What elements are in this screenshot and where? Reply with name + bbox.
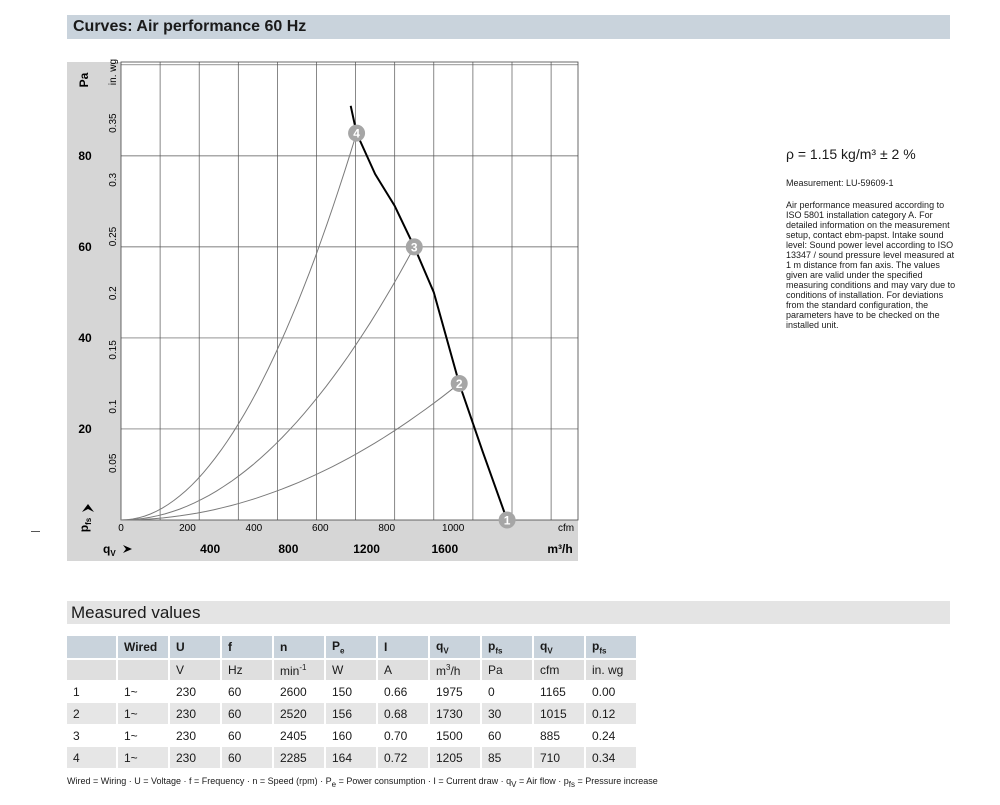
y-tick-label-inwg: 0.15 xyxy=(108,340,119,360)
table-cell: 30 xyxy=(482,702,534,724)
table-cell: 0.66 xyxy=(378,680,430,702)
y-tick-label-inwg: 0.35 xyxy=(108,113,119,133)
unit-cell: V xyxy=(170,658,222,680)
column-header-sub: V xyxy=(443,646,449,656)
table-cell: 60 xyxy=(222,724,274,746)
table-cell: 230 xyxy=(170,680,222,702)
table-cell: 3 xyxy=(67,724,118,746)
x-tick-label-cfm: 0 xyxy=(118,523,124,534)
y-tick-label-inwg: 0.05 xyxy=(108,453,119,474)
column-header-sub: V xyxy=(547,646,553,656)
measurement-id: Measurement: LU-59609-1 xyxy=(786,178,894,188)
table-cell: 85 xyxy=(482,746,534,768)
x-tick-label-m3h: 1600 xyxy=(431,542,459,556)
unit-cell: W xyxy=(326,658,378,680)
operating-point-label: 2 xyxy=(455,376,463,391)
x-tick-label-cfm: 1000 xyxy=(442,523,465,534)
measured-values-table xyxy=(67,636,638,768)
x-axis-unit-primary: m³/h xyxy=(547,542,573,556)
table-cell: 230 xyxy=(170,702,222,724)
legend-sub: e xyxy=(331,779,337,789)
table-cell: 2520 xyxy=(274,702,326,724)
table-cell: 2285 xyxy=(274,746,326,768)
operating-point-label: 1 xyxy=(503,513,511,528)
column-header: Wired xyxy=(118,636,170,658)
table-cell: 1~ xyxy=(118,724,170,746)
x-axis-symbol: $q_V$ xyxy=(103,542,116,558)
column-header-sub: fs xyxy=(495,646,503,656)
table-cell: 60 xyxy=(482,724,534,746)
unit-cell: Pa xyxy=(482,658,534,680)
table-cell: 710 xyxy=(534,746,586,768)
table-cell: 60 xyxy=(222,702,274,724)
legend-part: = Pressure increase xyxy=(575,776,658,786)
y-tick-label-inwg: 0.3 xyxy=(108,172,119,187)
table-cell: 0.00 xyxy=(586,680,638,702)
margin-dash xyxy=(31,531,40,532)
unit-cell: in. wg xyxy=(586,658,638,680)
table-cell: 1975 xyxy=(430,680,482,702)
unit-cell: cfm xyxy=(534,658,586,680)
column-header xyxy=(67,636,118,658)
y-tick-label-pa: 40 xyxy=(78,330,92,345)
x-axis-unit-secondary: cfm xyxy=(557,523,575,534)
y-axis-unit-secondary: in. wg xyxy=(108,58,119,86)
column-header: n xyxy=(274,636,326,658)
legend-part: Wired = Wiring · U = Voltage · f = Frequency · n = Speed (rpm) · P xyxy=(67,776,332,786)
table-row xyxy=(67,702,638,724)
x-tick-label-cfm: 600 xyxy=(311,523,329,534)
table-cell: 0.12 xyxy=(586,702,638,724)
table-cell: 1 xyxy=(67,680,118,702)
table-cell: 1015 xyxy=(534,702,586,724)
unit-sup: 3 xyxy=(446,662,451,672)
y-tick-label-inwg: 0.2 xyxy=(108,286,119,301)
table-cell: 2405 xyxy=(274,724,326,746)
legend-sub: V xyxy=(511,779,517,789)
air-density-label: ρ = 1.15 kg/m³ ± 2 % xyxy=(786,146,916,162)
table-cell: 0 xyxy=(482,680,534,702)
operating-point-label: 3 xyxy=(410,240,418,255)
table-cell: 0.70 xyxy=(378,724,430,746)
table-cell: 156 xyxy=(326,702,378,724)
info-panel xyxy=(786,146,956,330)
x-tick-label-m3h: 800 xyxy=(278,542,299,556)
column-header: f xyxy=(222,636,274,658)
table-cell: 0.34 xyxy=(586,746,638,768)
y-axis-unit-primary: Pa xyxy=(77,72,91,88)
y-tick-label-pa: 60 xyxy=(78,239,92,254)
x-tick-label-m3h: 1200 xyxy=(353,542,380,556)
unit-cell: $m^3/h$ xyxy=(430,658,482,680)
y-tick-label-pa: 80 xyxy=(78,148,92,163)
measurement-notes: Air performance measured according to ISO 5801 installation category A. For detailed information on the measurement setup, contact ebm-papst. Intake sound level: Sound power level according to ISO 13347 / sound pressure level measured at 1 m distance from fan axis. The values given are valid under the specified measuring conditions and may vary due to conditions of installation. For deviations from the standard configuration, the parameters have to be checked on the installed unit. xyxy=(786,200,956,330)
operating-point-label: 4 xyxy=(353,126,360,141)
unit-cell: A xyxy=(378,658,430,680)
legend-sub: fs xyxy=(568,779,575,789)
table-cell: 885 xyxy=(534,724,586,746)
table-cell: 164 xyxy=(326,746,378,768)
table-row xyxy=(67,724,638,746)
table-cell: 60 xyxy=(222,746,274,768)
column-header: $p_{fs}$ xyxy=(586,636,638,658)
unit-sup: -1 xyxy=(299,662,307,672)
table-cell: 1~ xyxy=(118,746,170,768)
table-cell: 60 xyxy=(222,680,274,702)
column-header: $q_V$ xyxy=(534,636,586,658)
x-tick-label-m3h: 400 xyxy=(200,542,221,556)
unit-cell xyxy=(118,658,170,680)
table-legend xyxy=(67,776,658,789)
x-tick-label-cfm: 400 xyxy=(245,523,263,534)
column-header-sub: e xyxy=(340,646,345,656)
y-tick-label-inwg: 0.25 xyxy=(108,226,119,247)
unit-cell xyxy=(67,658,118,680)
y-axis-symbol: $p_{fs}$ xyxy=(77,517,93,533)
table-cell: 0.68 xyxy=(378,702,430,724)
table-header-row xyxy=(67,636,638,658)
table-cell: 230 xyxy=(170,724,222,746)
table-cell: 1730 xyxy=(430,702,482,724)
curves-title: Curves: Air performance 60 Hz xyxy=(73,18,307,35)
table-cell: 1~ xyxy=(118,680,170,702)
table-row xyxy=(67,746,638,768)
table-unit-row xyxy=(67,658,638,680)
column-header: $p_{fs}$ xyxy=(482,636,534,658)
legend-part: = Air flow · p xyxy=(516,776,569,786)
unit-cell: Hz xyxy=(222,658,274,680)
table-cell: 0.24 xyxy=(586,724,638,746)
y-tick-label-pa: 20 xyxy=(78,421,92,436)
table-cell: 1165 xyxy=(534,680,586,702)
x-tick-label-cfm: 800 xyxy=(378,523,396,534)
table-cell: 150 xyxy=(326,680,378,702)
table-row xyxy=(67,680,638,702)
table-cell: 2 xyxy=(67,702,118,724)
y-axis-symbol-sub: fs xyxy=(84,517,93,525)
table-cell: 2600 xyxy=(274,680,326,702)
table-cell: 160 xyxy=(326,724,378,746)
table-cell: 230 xyxy=(170,746,222,768)
column-header: I xyxy=(378,636,430,658)
table-cell: 1205 xyxy=(430,746,482,768)
column-header: U xyxy=(170,636,222,658)
x-axis-symbol-sub: V xyxy=(110,549,116,558)
unit-cell: $\min^{-1}$ xyxy=(274,658,326,680)
table-cell: 1~ xyxy=(118,702,170,724)
column-header: $q_V$ xyxy=(430,636,482,658)
table-cell: 0.72 xyxy=(378,746,430,768)
measured-title: Measured values xyxy=(71,603,201,622)
legend-part: = Power consumption · I = Current draw · q xyxy=(336,776,512,786)
table-cell: 1500 xyxy=(430,724,482,746)
measured-section-header xyxy=(67,601,950,624)
table-cell: 4 xyxy=(67,746,118,768)
y-tick-label-inwg: 0.1 xyxy=(108,399,119,414)
column-header: $P_e$ xyxy=(326,636,378,658)
x-tick-label-cfm: 200 xyxy=(179,523,196,534)
column-header-sub: fs xyxy=(599,646,607,656)
